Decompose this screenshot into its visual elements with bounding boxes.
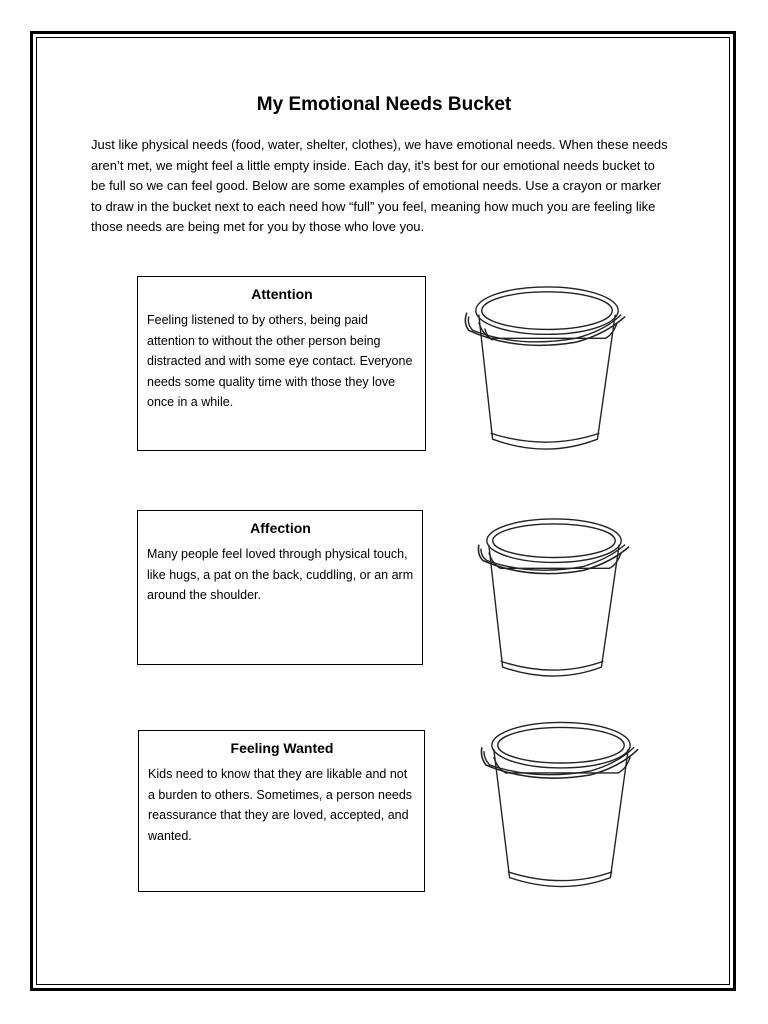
need-title: Attention [251, 286, 313, 302]
need-box-attention [137, 276, 426, 451]
need-box-affection [137, 510, 423, 665]
intro-paragraph: Just like physical needs (food, water, shelter, clothes), we have emotional needs. When these needs aren’t met, we might feel a little empty inside. Each day, it’s best for our emotional needs bucket to be full so we can feel good. Below are some examples of emotional needs. Use a crayon or marker to draw in the bucket next to each need how “full” you feel, meaning how much you are feeling like those needs are being met for you by those who love you. [91, 137, 668, 234]
bucket-icon[interactable] [476, 713, 646, 898]
need-description: Many people feel loved through physical touch, like hugs, a pat on the back, cuddling, or an arm around the shoulder. [147, 547, 414, 602]
bucket-icon[interactable] [473, 508, 635, 688]
page-title: My Emotional Needs Bucket [256, 94, 512, 115]
bucket-icon[interactable] [457, 272, 635, 462]
need-description: Feeling listened to by others, being paid attention to without the other person being distracted and with some eye contact. Everyone needs some quality time with those they love once in a while. [147, 313, 413, 409]
need-title: Affection [250, 520, 311, 536]
need-description: Kids need to know that they are likable and not a burden to others. Sometimes, a person needs reassurance that they are loved, accepted, and wanted. [148, 767, 413, 843]
need-title: Feeling Wanted [230, 740, 334, 756]
need-box-feeling-wanted [138, 730, 425, 892]
